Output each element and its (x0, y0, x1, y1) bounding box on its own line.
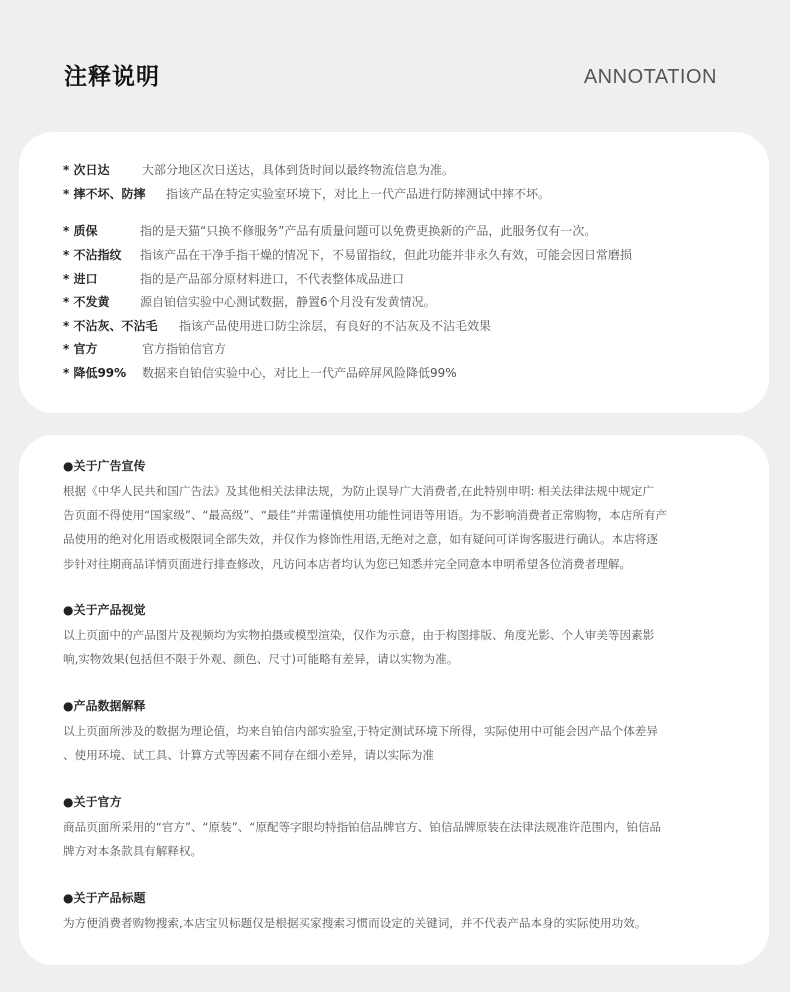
section-title: ●关于产品视觉 (63, 603, 146, 617)
section-official (63, 792, 735, 863)
annotation-desc: 指的是天猫“只换不修服务”产品有质量问题可以免费更换新的产品，此服务仅有一次。 (140, 224, 597, 239)
annotation-list (63, 158, 632, 384)
annotation-key: * 质保 (63, 224, 98, 239)
section-body (63, 719, 735, 767)
annotation-item (63, 243, 632, 267)
section-body (63, 623, 735, 671)
annotation-key: * 进口 (63, 271, 98, 286)
section-line: 以上页面所涉及的数据为理论值，均来自铂信内部实验室,于特定测试环境下所得，实际使用中可能会因产品个体差异 (63, 724, 658, 738)
annotation-desc: 源自铂信实验中心测试数据，静置6个月没有发黄情况。 (140, 295, 436, 310)
section-line: 品使用的绝对化用语或极限词全部失效，并仅作为修饰性用语,无绝对之意，如有疑问可详询客服进行确认。本店将逐 (63, 532, 658, 547)
annotation-item (63, 314, 632, 338)
section-title: ●产品数据解释 (63, 699, 146, 713)
section-body (63, 479, 735, 576)
section-line: 、使用环境、试工具、计算方式等因素不同存在细小差异，请以实际为准 (63, 748, 435, 763)
section-body (63, 815, 735, 863)
section-body (63, 911, 735, 935)
page-title: 注释说明 (64, 64, 160, 90)
section-data (63, 696, 735, 767)
annotation-card (19, 132, 769, 413)
annotation-key: * 不沾指纹 (63, 248, 122, 263)
annotation-desc: 指该产品在特定实验室环境下，对比上一代产品进行防摔测试中摔不坏。 (166, 186, 551, 201)
annotation-desc: 指该产品使用进口防尘涂层，有良好的不沾灰及不沾毛效果 (179, 318, 492, 333)
section-visual (63, 600, 735, 671)
annotation-desc: 指该产品在干净手指干燥的情况下，不易留指纹，但此功能并非永久有效，可能会因日常磨损 (140, 248, 633, 263)
annotation-key: * 不沾灰、不沾毛 (63, 318, 158, 333)
section-line: 告页面不得使用“国家级”、“最高级”、“最佳”并需谨慎使用功能性词语等用语。为不影响消费者正常购物，本店所有产 (63, 508, 668, 523)
annotation-item (63, 290, 632, 314)
section-line: 根据《中华人民共和国广告法》及其他相关法律法规，为防止误导广大消费者,在此特别申明: 相关法律法规中规定广 (63, 484, 654, 498)
annotation-item (63, 361, 632, 385)
annotation-item (63, 219, 632, 243)
section-line: 商品页面所采用的“官方”、“原装”、“原配等字眼均特指铂信品牌官方、铂信品牌原装在法律法规准许范围内，铂信品 (63, 820, 662, 834)
section-title: ●关于产品标题 (63, 891, 146, 905)
annotation-key: * 次日达 (63, 163, 110, 178)
annotation-desc: 指的是产品部分原材料进口，不代表整体成品进口 (140, 271, 405, 286)
section-title-keywords (63, 888, 735, 935)
annotation-desc: 大部分地区次日送达，具体到货时间以最终物流信息为准。 (142, 163, 455, 178)
section-line: 牌方对本条款具有解释权。 (63, 844, 203, 859)
header (0, 0, 790, 120)
annotation-item (63, 182, 632, 206)
page-subtitle: ANNOTATION (583, 66, 717, 88)
disclaimer-card (19, 435, 769, 965)
section-title: ●关于广告宣传 (63, 459, 146, 473)
annotation-item (63, 266, 632, 290)
section-line: 以上页面中的产品图片及视频均为实物拍摄或模型渲染，仅作为示意，由于构图排版、角度光影、个人审美等因素影 (63, 628, 655, 642)
annotation-item (63, 158, 632, 182)
section-line: 为方便消费者购物搜索,本店宝贝标题仅是根据买家搜索习惯而设定的关键词，并不代表产品本身的实际使用功效。 (63, 916, 647, 930)
section-line: 步针对往期商品详情页面进行排查修改，凡访问本店者均认为您已知悉并完全同意本申明希望各位消费者理解。 (63, 556, 632, 571)
section-title: ●关于官方 (63, 795, 122, 809)
annotation-key: * 不发黄 (63, 295, 110, 310)
annotation-key: * 官方 (63, 342, 98, 357)
annotation-key: * 摔不坏、防摔 (63, 186, 146, 201)
annotation-desc: 数据来自铂信实验中心，对比上一代产品碎屏风险降低99% (142, 366, 457, 381)
annotation-key: * 降低99% (63, 366, 127, 381)
section-line: 响,实物效果(包括但不限于外观、颜色、尺寸)可能略有差异，请以实物为准。 (63, 652, 459, 667)
annotation-item (63, 337, 632, 361)
annotation-desc: 官方指铂信官方 (142, 342, 227, 357)
section-advertising (63, 456, 735, 576)
